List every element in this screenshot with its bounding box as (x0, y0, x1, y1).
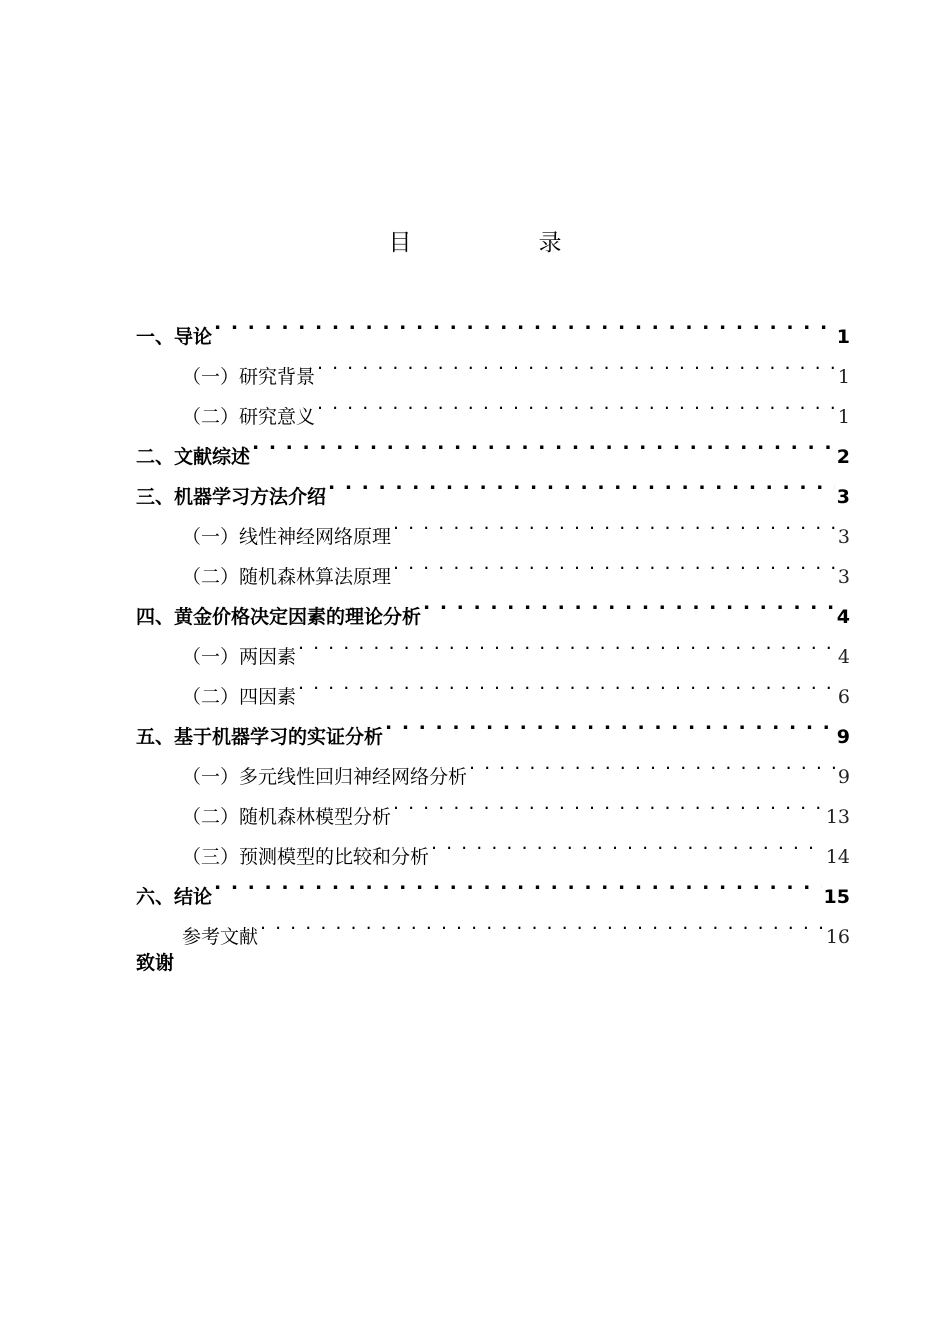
toc-leader-dots (393, 783, 824, 823)
toc-leader-dots (214, 863, 822, 903)
toc-leader-dots (469, 743, 836, 783)
toc-entry[interactable] (136, 903, 850, 948)
toc-page-number: 13 (825, 806, 850, 828)
toc-leader-dots (393, 543, 836, 583)
toc-entry-label: （一）线性神经网络原理 (182, 526, 392, 548)
toc-leader-dots (431, 823, 824, 863)
toc-page-number: 14 (825, 846, 850, 868)
toc-entry-label: （二）研究意义 (182, 406, 316, 428)
table-of-contents (136, 303, 850, 983)
toc-leader-dots (317, 343, 836, 383)
toc-entry-label: 三、机器学习方法介绍 (136, 486, 327, 508)
toc-entry-label: （一）两因素 (182, 646, 297, 668)
toc-leader-dots (260, 903, 824, 943)
toc-page-number: 16 (825, 926, 850, 948)
toc-entry-label: 二、文献综述 (136, 446, 251, 468)
toc-entry-label: （三）预测模型的比较和分析 (182, 846, 430, 868)
toc-leader-dots (298, 623, 836, 663)
toc-page-number: 1 (837, 406, 850, 428)
toc-page-number: 3 (836, 486, 850, 508)
toc-page-number: 3 (837, 566, 850, 588)
toc-page-number: 2 (836, 446, 850, 468)
toc-leader-dots (252, 423, 835, 463)
toc-entry[interactable] (136, 863, 850, 908)
toc-leader-dots (328, 463, 835, 503)
toc-page-number: 15 (823, 886, 850, 908)
toc-page-number: 4 (837, 646, 850, 668)
toc-entry-label: （二）随机森林模型分析 (182, 806, 392, 828)
toc-leader-dots (423, 583, 835, 623)
toc-page-number: 6 (837, 686, 850, 708)
toc-page-number: 9 (837, 766, 850, 788)
toc-leader-dots (385, 703, 835, 743)
toc-entry[interactable] (136, 303, 850, 348)
toc-entry-label: （一）多元线性回归神经网络分析 (182, 766, 468, 788)
toc-entry-label: （二）随机森林算法原理 (182, 566, 392, 588)
toc-title: 目 录 (388, 230, 614, 256)
toc-leader-dots (317, 383, 836, 423)
toc-entry-label: （一）研究背景 (182, 366, 316, 388)
toc-leader-dots (393, 503, 836, 543)
toc-entry-label: 四、黄金价格决定因素的理论分析 (136, 606, 422, 628)
toc-page-number: 4 (836, 606, 850, 628)
toc-entry-label: （二）四因素 (182, 686, 297, 708)
toc-page-number: 1 (837, 366, 850, 388)
toc-entry-label: 参考文献 (182, 926, 259, 948)
toc-page-number: 3 (837, 526, 850, 548)
toc-leader-dots (298, 663, 836, 703)
toc-entry-label: 五、基于机器学习的实证分析 (136, 726, 384, 748)
toc-leader-dots (214, 303, 835, 343)
toc-entry-label: 六、结论 (136, 886, 213, 908)
toc-page-number: 1 (836, 326, 850, 348)
toc-entry[interactable] (136, 343, 850, 388)
toc-entry-label: 致谢 (136, 952, 175, 974)
toc-entry-label: 一、导论 (136, 326, 213, 348)
toc-page-number: 9 (836, 726, 850, 748)
